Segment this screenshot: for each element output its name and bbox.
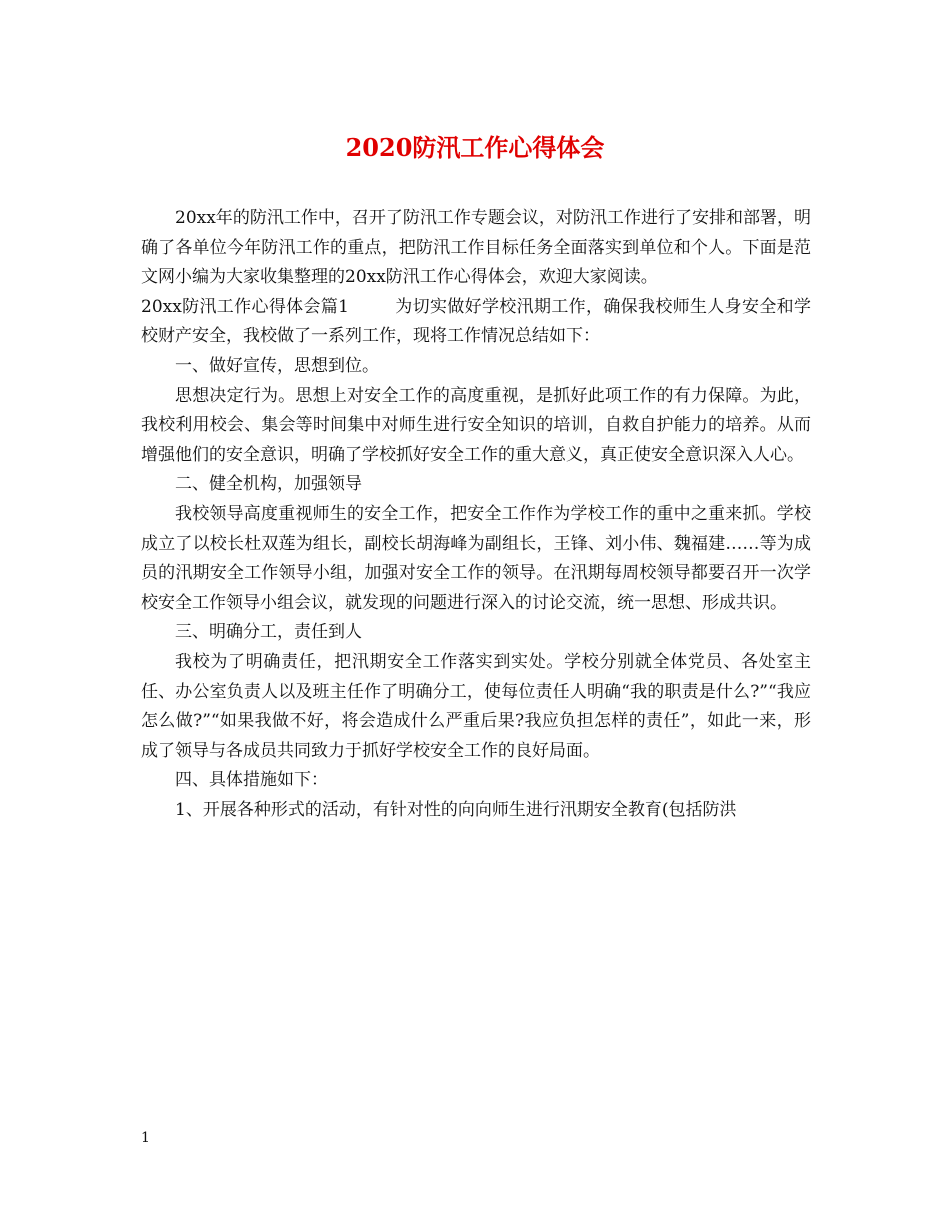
section-intro-text: 为切实做好学校汛期工作，确保我校师生人身安全和学校财产安全，我校做了一系列工作，现将工作情况总结如下： <box>141 296 811 347</box>
document-body <box>141 204 811 825</box>
paragraph-measure-1: 1、开展各种形式的活动，有针对性的向向师生进行汛期安全教育(包括防洪 <box>175 799 737 820</box>
heading-measures: 四、具体措施如下： <box>175 770 328 791</box>
section-heading: 20xx防汛工作心得体会篇1 <box>141 296 349 317</box>
heading-responsibility: 三、明确分工，责任到人 <box>175 622 362 643</box>
paragraph-thinking: 思想决定行为。思想上对安全工作的高度重视，是抓好此项工作的有力保障。为此，我校利用校会、集会等时间集中对师生进行安全知识的培训，自救自护能力的培养。从而增强他们的安全意识，明确了学校抓好安全工作的重大意义，真正使安全意识深入人心。 <box>141 385 811 465</box>
heading-organization: 二、健全机构，加强领导 <box>175 474 362 495</box>
document-title: 2020防汛工作心得体会 <box>345 133 605 162</box>
heading-publicity: 一、做好宣传，思想到位。 <box>175 355 379 376</box>
intro-paragraph: 20xx年的防汛工作中，召开了防汛工作专题会议，对防汛工作进行了安排和部署，明确了各单位今年防汛工作的重点，把防汛工作目标任务全面落实到单位和个人。下面是范文网小编为大家收集整理的20xx防汛工作心得体会，欢迎大家阅读。 <box>141 208 811 288</box>
paragraph-organization: 我校领导高度重视师生的安全工作，把安全工作作为学校工作的重中之重来抓。学校成立了以校长杜双莲为组长，副校长胡海峰为副组长，王锋、刘小伟、魏福建……等为成员的汛期安全工作领导小组，加强对安全工作的领导。在汛期每周校领导都要召开一次学校安全工作领导小组会议，就发现的问题进行深入的讨论交流，统一思想、形成共识。 <box>141 503 811 613</box>
page-number: 1 <box>141 1130 150 1146</box>
paragraph-responsibility: 我校为了明确责任，把汛期安全工作落实到实处。学校分别就全体党员、各处室主任、办公室负责人以及班主任作了明确分工，使每位责任人明确“我的职责是什么?”“我应怎么做?”“如果我做不好，将会造成什么严重后果?我应负担怎样的责任”，如此一来，形成了领导与各成员共同致力于抓好学校安全工作的良好局面。 <box>141 651 811 761</box>
section-heading-paragraph <box>141 293 811 352</box>
